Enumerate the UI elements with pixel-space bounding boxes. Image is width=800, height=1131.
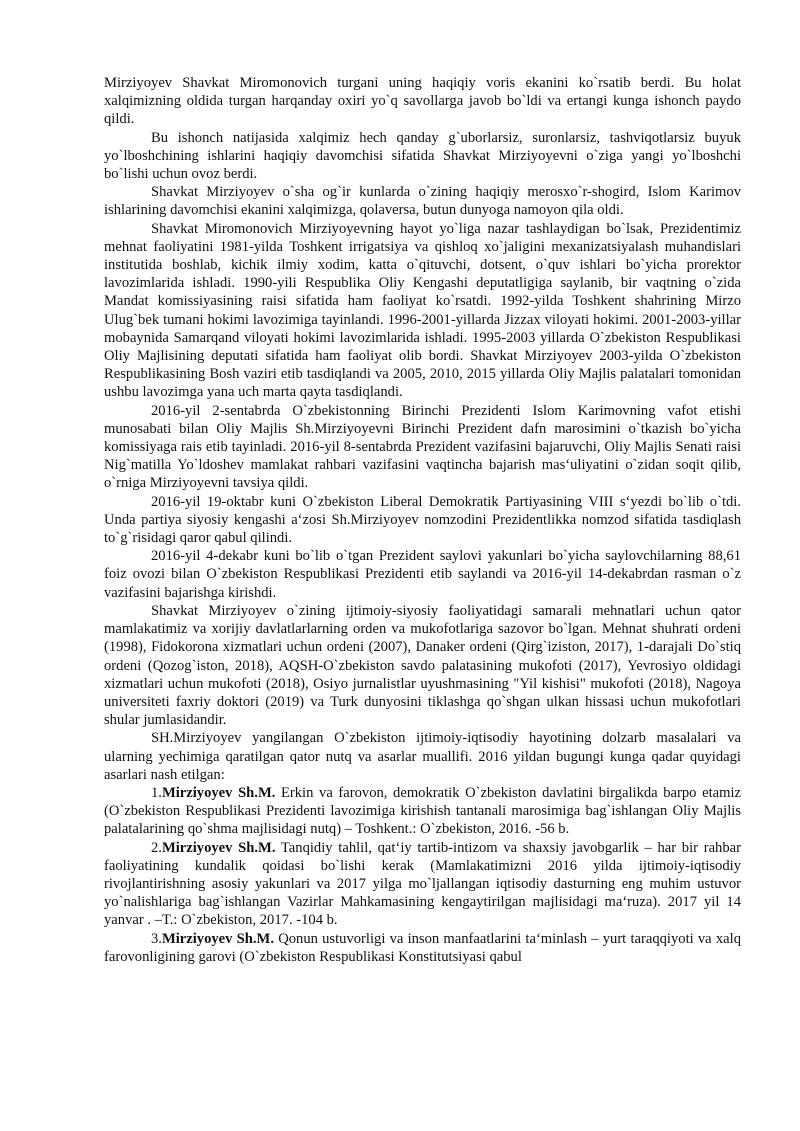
reference-text: Qonun ustuvorligi va inson manfaatlarini ta‘minlash – yurt taraqqiyoti va xalq farovonligining garovi (O`zbekiston Respublikasi Konstitutsiyasi qabul: [104, 930, 741, 965]
reference-item: [104, 784, 741, 839]
paragraph: Mirziyoyev Shavkat Miromonovich turgani uning haqiqiy voris ekanini ko`rsatib berdi. Bu holat xalqimizning oldida turgan harqanday oxiri yo`q savollarga javob bo`ldi va ertangi kunga ishonch paydo qildi.: [104, 75, 741, 128]
reference-item: [104, 839, 741, 930]
paragraph: Shavkat Mirziyoyev o`sha og`ir kunlarda o`zining haqiqiy merosxo`r-shogird, Islom Karimov ishlarining davomchisi ekanini xalqimizga, qolaversa, butun dunyoga namoyon qila oldi.: [104, 184, 741, 219]
reference-number: 2.: [151, 839, 162, 856]
reference-number: 1.: [151, 784, 162, 801]
reference-text: Tanqidiy tahlil, qat‘iy tartib-intizom va shaxsiy javobgarlik – har bir rahbar faoliyatining kundalik qoidasi bo`lishi kerak (Mamlakatimizni 2016 yilda ijtimoiy-iqtisodiy rivojlantirishning asosiy yakunlari va 2017 yilga mo`ljallangan iqtisodiy dasturning eng muhim ustuvor yo`nalishlariga bag`ishlangan Vazirlar Mahkamasining kengaytirilgan majlisidagi ma‘ruza). 2017 yil 14 yanvar . –T.: O`zbekiston, 2017. -104 b.: [104, 839, 741, 929]
reference-number: 3.: [151, 930, 162, 947]
reference-text: Erkin va farovon, demokratik O`zbekiston davlatini birgalikda barpo etamiz (O`zbekiston Respublikasi Prezidenti lavozimiga kirishish tantanali marosimiga bag`ishlangan Oliy Majlis palatalarining qo`shma majlisidagi nutq) – Toshkent.: O`zbekiston, 2016. -56 b.: [104, 784, 741, 838]
paragraph: 2016-yil 4-dekabr kuni bo`lib o`tgan Prezident saylovi yakunlari bo`yicha saylovchilarning 88,61 foiz ovozi bilan O`zbekiston Respublikasi Prezidenti etib saylandi va 2016-yil 14-dekabrdan rasman o`z vazifasini bajarishga kirishdi.: [104, 548, 741, 601]
reference-author: Mirziyoyev Sh.M.: [161, 784, 276, 801]
paragraph: 2016-yil 2-sentabrda O`zbekistonning Birinchi Prezidenti Islom Karimovning vafot etishi munosabati bilan Oliy Majlis Sh.Mirziyoyevni Birinchi Prezident dafn marosimini o`tkazish bo`yicha komissiyaga rais etib tayinladi. 2016-yil 8-sentabrda Prezident vazifasini bajaruvchi, Oliy Majlis Senati raisi Nig`matilla Yo`ldoshev mamlakat rahbari vazifasini vaqtincha bajarish mas‘uliyatini o`zidan soqit qilib, o`rniga Mirziyoyevni tavsiya qildi.: [104, 402, 741, 492]
paragraph: Shavkat Mirziyoyev o`zining ijtimoiy-siyosiy faoliyatidagi samarali mehnatlari uchun qator mamlakatimiz va xorijiy davlatlarlarning orden va mukofotlariga sazovor bo`lgan. Mehnat shuhrati ordeni (1998), Fidokorona xizmatlari uchun ordeni (2007), Danaker ordeni (Qirg`iziston, 2017), 1-darajali Do`stiq ordeni (Qozog`iston, 2018), AQSH-O`zbekiston savdo palatasining mukofoti (2017), Yevrosiyo oldidagi xizmatlari uchun mukofoti (2018), Osiyo jurnalistlar uyushmasining "Yil kishisi" mukofoti (2018), Nagoya universiteti faxriy doktori (2019) va Turk dunyosini tiklashga qo`shgan ulkan hissasi uchun mukofotlari shular jumlasidandir.: [104, 602, 741, 729]
reference-author: Mirziyoyev Sh.M.: [161, 930, 274, 947]
paragraph: Shavkat Miromonovich Mirziyoyevning hayot yo`liga nazar tashlaydigan bo`lsak, Prezidentimiz mehnat faoliyatini 1981-yilda Toshkent irrigatsiya va qishloq xo`jaligini mexanizatsiyalash muhandislari institutida boshlab, kichik ilmiy xodim, katta o`qituvchi, dotsent, o`quv ishlari bo`yicha prorektor lavozimlarida ishladi. 1990-yili Respublika Oliy Kengashi deputatligiga saylanib, bir vaqtning o`zida Mandat komissiyasining raisi sifatida ham faoliyat ko`rsatdi. 1992-yilda Toshkent shahrining Mirzo Ulug`bek tumani hokimi lavozimiga tayinlandi. 1996-2001-yillarda Jizzax viloyati hokimi. 2001-2003-yillar mobaynida Samarqand viloyati hokimi lavozimlarida ishladi. 1995-2003 yillarda O`zbekiston Respublikasi Oliy Majlisining deputati sifatida ham faoliyat olib bordi. Shavkat Mirziyoyev 2003-yilda O`zbekiston Respublikasining Bosh vaziri etib tasdiqlandi va 2005, 2010, 2015 yillarda Oliy Majlis palatalari tomonidan ushbu lavozimga yana uch marta qayta tasdiqlandi.: [104, 220, 741, 401]
paragraph: 2016-yil 19-oktabr kuni O`zbekiston Liberal Demokratik Partiyasining VIII s‘yezdi bo`lib o`tdi. Unda partiya siyosiy kengashi a‘zosi Sh.Mirziyoyev nomzodini Prezidentlikka nomzod sifatida tasdiqlash to`g`risidagi qaror qabul qilindi.: [104, 493, 741, 547]
paragraph: SH.Mirziyoyev yangilangan O`zbekiston ijtimoiy-iqtisodiy hayotining dolzarb masalalari va ularning yechimiga qaratilgan qator nutq va asarlar muallifi. 2016 yildan bugungi kunga qadar quyidagi asarlari nash etilgan:: [104, 730, 741, 783]
reference-item: [104, 930, 741, 966]
paragraph: Bu ishonch natijasida xalqimiz hech qanday g`uborlarsiz, suronlarsiz, tashviqotlarsiz buyuk yo`lboshchining ishlarini haqiqiy davomchisi sifatida Shavkat Mirziyoyevni o`ziga yangi yo`lboshchi bo`lishi uchun ovoz berdi.: [104, 129, 741, 183]
reference-author: Mirziyoyev Sh.M.: [161, 839, 276, 856]
document-page: [104, 74, 741, 966]
